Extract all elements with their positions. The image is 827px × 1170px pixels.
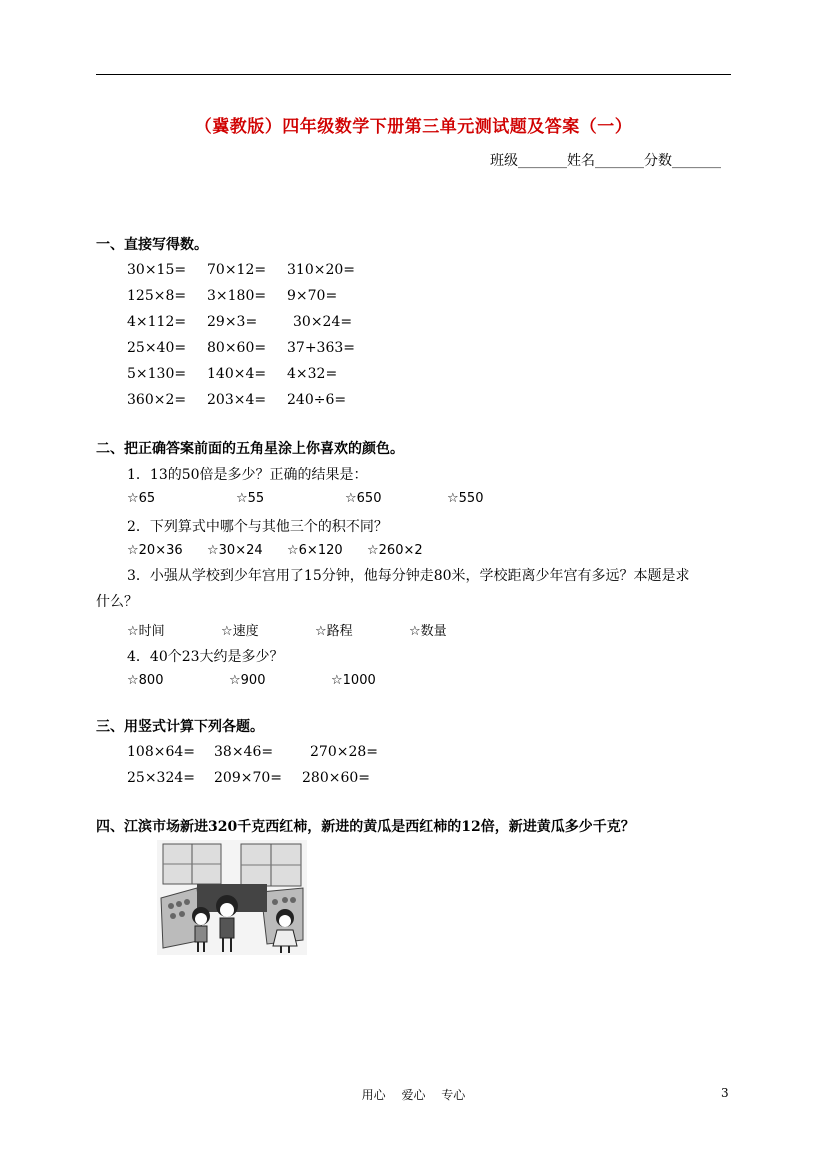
question-1-options [127, 491, 483, 506]
star-option[interactable]: ☆550 [447, 491, 484, 506]
question-1: 1．13的50倍是多少？正确的结果是： [127, 467, 368, 483]
question-3-options [127, 620, 447, 639]
page-title: （冀教版）四年级数学下册第三单元测试题及答案（一） [194, 117, 633, 137]
market-illustration [157, 840, 307, 955]
star-option[interactable]: ☆650 [345, 491, 382, 506]
star-option[interactable]: ☆65 [127, 491, 156, 506]
star-option[interactable]: ☆800 [127, 673, 164, 688]
question-4-options [127, 673, 376, 688]
calc-row: 30×15= 70×12= 310×20= [127, 262, 355, 278]
question-2: 2．下列算式中哪个与其他三个的积不同？ [127, 519, 388, 535]
page-footer: 用心 爱心 专心 [361, 1088, 466, 1102]
header-rule [96, 74, 731, 75]
calc-row: 360×2= 203×4= 240÷6= [127, 392, 347, 408]
star-option[interactable]: ☆55 [236, 491, 265, 506]
student-info-line: 班级_______姓名_______分数_______ [490, 153, 721, 169]
star-option[interactable]: ☆1000 [331, 673, 376, 688]
star-option[interactable]: ☆260×2 [367, 543, 423, 558]
calc-row: 4×112= 29×3= 30×24= [127, 314, 353, 330]
star-option[interactable]: ☆路程 [315, 624, 353, 639]
section3-heading: 三、用竖式计算下列各题。 [96, 719, 264, 735]
star-option[interactable]: ☆时间 [127, 624, 165, 639]
star-option[interactable]: ☆900 [229, 673, 266, 688]
star-option[interactable]: ☆30×24 [207, 543, 263, 558]
star-option[interactable]: ☆6×120 [287, 543, 343, 558]
calc-row: 25×324= 209×70= 280×60= [127, 770, 370, 786]
question-4: 4．40个23大约是多少？ [127, 649, 284, 665]
calc-row: 5×130= 140×4= 4×32= [127, 366, 338, 382]
question-3: 3．小强从学校到少年宫用了15分钟，他每分钟走80米，学校距离少年宫有多远？本题是求什么？ [96, 568, 690, 610]
calc-row: 125×8= 3×180= 9×70= [127, 288, 338, 304]
section1-heading: 一、直接写得数。 [96, 237, 208, 253]
calc-row: 25×40= 80×60= 37+363= [127, 340, 355, 356]
section2-heading: 二、把正确答案前面的五角星涂上你喜欢的颜色。 [96, 441, 404, 457]
question-2-options [127, 543, 423, 558]
calc-row: 108×64= 38×46= 270×28= [127, 744, 378, 760]
star-option[interactable]: ☆数量 [409, 624, 447, 639]
page-number: 3 [721, 1086, 729, 1100]
star-option[interactable]: ☆20×36 [127, 543, 183, 558]
section4-heading: 四、江滨市场新进320千克西红柿，新进的黄瓜是西红柿的12倍，新进黄瓜多少千克？ [96, 819, 635, 835]
star-option[interactable]: ☆速度 [221, 624, 259, 639]
